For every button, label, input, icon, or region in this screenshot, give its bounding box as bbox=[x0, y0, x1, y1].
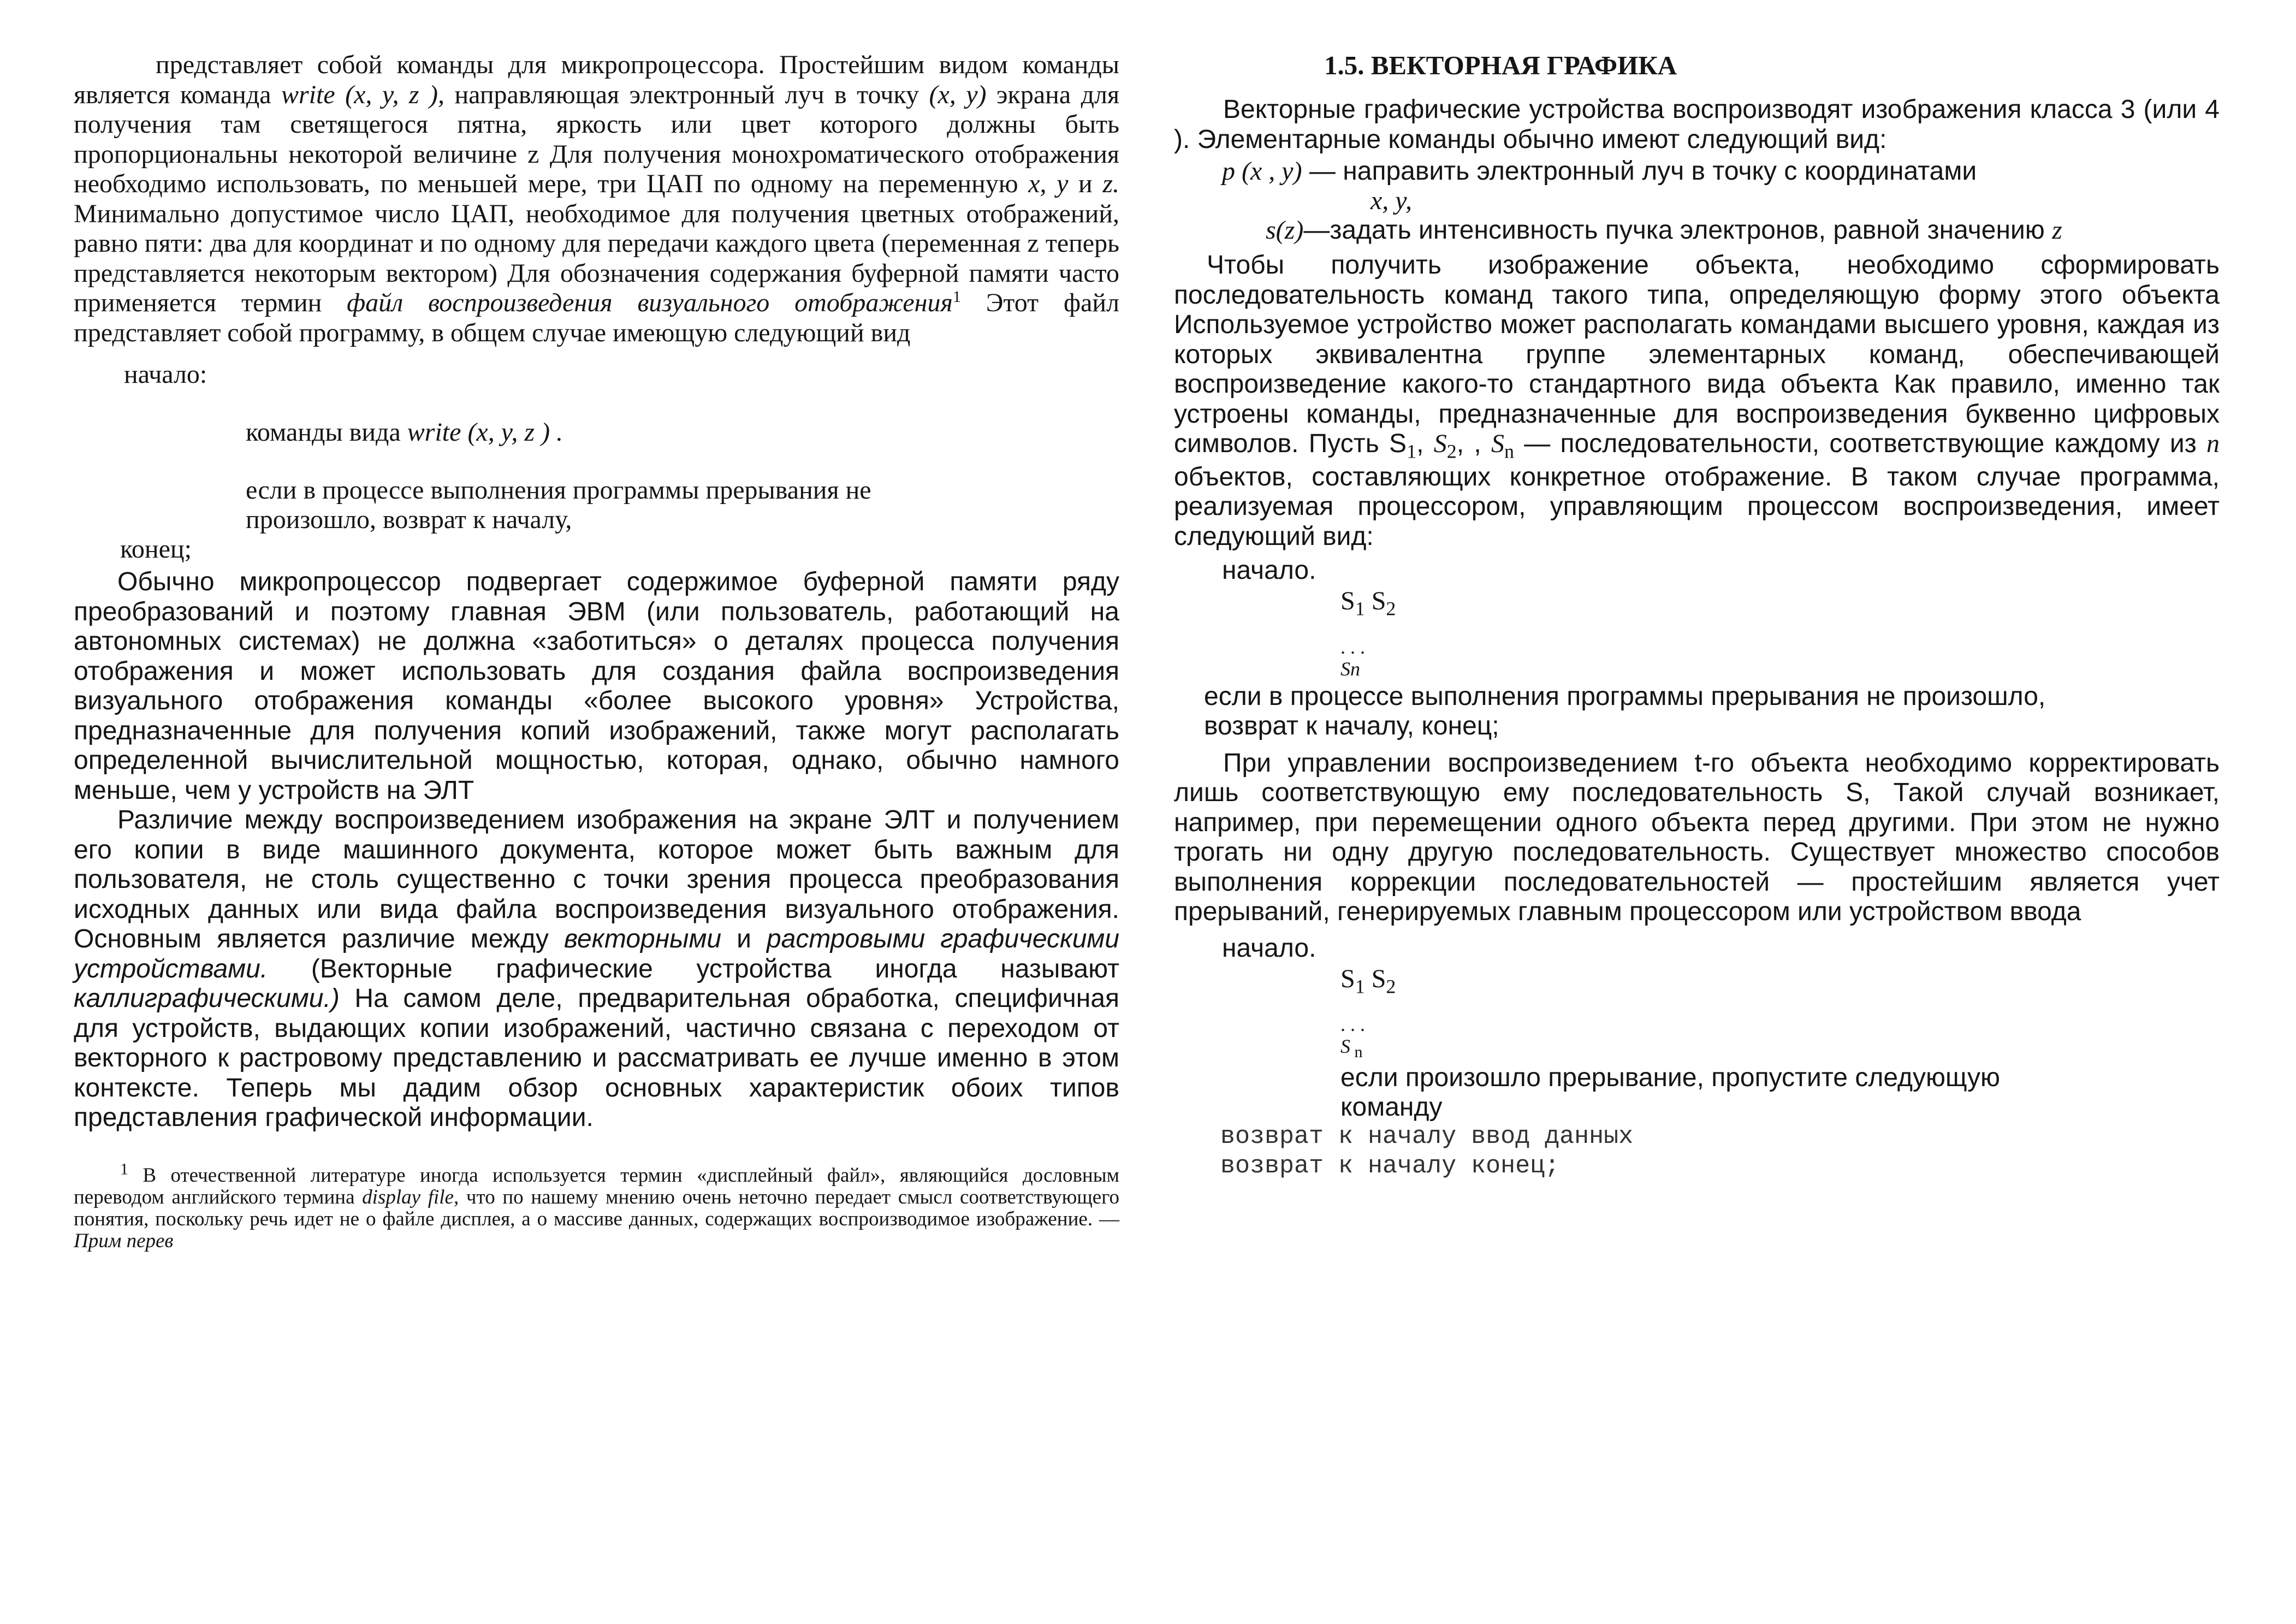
write-command: write (x, y, z ), bbox=[281, 80, 445, 109]
elementary-commands bbox=[1174, 157, 2220, 245]
command-p: p (x , y) — направить электронный луч в точку с координатами bbox=[1222, 157, 1977, 186]
listing-if-line1: если в процессе выполнения программы прерывания не произошло, bbox=[1204, 681, 2046, 711]
listing-s1-s2: $S_1$ $S_2$ bbox=[1340, 586, 1396, 620]
program-listing-left bbox=[74, 360, 1119, 564]
listing-s1-s2: $S_1$ $S_2$ bbox=[1340, 964, 1396, 998]
listing-if-line2: возврат к началу, конец; bbox=[1204, 711, 1499, 740]
listing-commands: команды вида write (x, y, z ) . bbox=[246, 418, 563, 447]
paragraph-object-correction: При управлении воспроизведением t-го объекта необходимо корректировать лишь соответствующую ему последовательность S, Такой случай возникает, например, при перемещении одного объекта перед другими. При этом не нужно трогать ни одну другую последовательность. Существует множество способов выполнения коррекции последовательностей — простейшим является учет прерываний, генерируемых главным процессором или устройством ввода bbox=[1174, 748, 2220, 927]
listing-mono-line2: возврат к началу конец; bbox=[1220, 1152, 1560, 1181]
right-page bbox=[1174, 50, 2220, 1181]
paragraph-buffer-commands: представляет собой команды для микропроцессора. Простейшим видом команды является команда write (x, y, z ), направляющая электронный луч в точку (x, y) экрана для получения там светящегося пятна, яркость или цвет которого должны быть пропорциональны некоторой величине z Для получения монохроматического отображения необходимо использовать, по меньшей мере, три ЦАП по одному на переменную x, y и z. Минимально допустимое число ЦАП, необходимое для получения цветных отображений, равно пяти: два для координат и по одному для передачи каждого цвета (переменная z теперь представляется некоторым вектором) Для обозначения содержания буферной памяти часто применяется термин файл воспроизведения визуального отображения$^1$ Этот файл представляет собой программу, в общем случае имеющую следующий вид bbox=[74, 50, 1120, 347]
listing-ellipsis: . . . bbox=[1340, 636, 1365, 658]
left-page bbox=[74, 50, 1119, 1252]
listing-if-line1: если произошло прерывание, пропустите следующую bbox=[1340, 1063, 2001, 1093]
listing-sn: Sn bbox=[1340, 657, 1360, 680]
footnote-ref: 1 bbox=[952, 288, 961, 306]
listing-ellipsis: . . . bbox=[1340, 1013, 1365, 1036]
listing-mono-line1: возврат к началу ввод данных bbox=[1220, 1123, 1634, 1151]
listing-sn: S $_n$ bbox=[1340, 1035, 1363, 1062]
listing-begin: начало. bbox=[1222, 556, 1316, 585]
listing-if-line2: произошло, возврат к началу, bbox=[246, 505, 572, 534]
display-file-term: файл воспроизведения визуального отображения bbox=[347, 288, 953, 317]
program-listing-right-2 bbox=[1174, 934, 2220, 1182]
translator-note: Прим перев bbox=[74, 1229, 174, 1252]
program-listing-right-1 bbox=[1174, 556, 2220, 741]
listing-begin: начало: bbox=[124, 360, 207, 389]
paragraph-crt-vs-copy: Различие между воспроизведением изображения на экране ЭЛТ и получением его копии в виде машинного документа, которое может быть важным для пользователя, не столь существенно с точки зрения процесса преобразования исходных данных или вида файла воспроизведения визуального отображения. Основным является различие между векторными и растровыми графическими устройствами. (Векторные графические устройства иногда называют каллиграфическими.) На самом деле, предварительная обработка, специфичная для устройств, выдающих копии изображений, частично связана с переходом от векторного к растровому представлению и рассматривать ее лучше именно в этом контексте. Теперь мы дадим обзор основных характеристик обоих типов представления графической информации. bbox=[74, 805, 1120, 1132]
listing-end: конец; bbox=[120, 535, 192, 564]
listing-if-line2: команду bbox=[1340, 1093, 1443, 1122]
paragraph-microprocessor: Обычно микропроцессор подвергает содержимое буферной памяти ряду преобразований и поэтому главная ЭВМ (или пользователь, работающий на автономных системах) не должна «заботиться» о деталях процесса получения отображения и может использовать для создания файла воспроизведения визуального отображения команды «более высокого уровня» Устройства, предназначенные для получения копий изображений, также могут располагать определенной вычислительной мощностью, которая, однако, обычно намного меньше, чем у устройств на ЭЛТ bbox=[74, 567, 1119, 805]
command-s: s(z)—задать интенсивность пучка электронов, равной значению z bbox=[1266, 216, 2062, 245]
paragraph-vector-devices: Векторные графические устройства воспроизводят изображения класса 3 (или 4 ). Элементарные команды обычно имеют следующий вид: bbox=[1174, 95, 2220, 154]
listing-if-line1: если в процессе выполнения программы прерывания не bbox=[246, 476, 871, 505]
paragraph-object-image: Чтобы получить изображение объекта, необходимо сформировать последовательность команд такого типа, определяющую форму этого объекта Используемое устройство может располагать командами высшего уровня, каждая из которых эквивалентна группе элементарных команд, обеспечивающей воспроизведение какого-то стандартного вида объекта Как правило, именно так устроены команды, предназначенные для воспроизведения буквенно цифровых символов. Пусть $S_1$, $S_2$, , $S_n$ — последовательности, соответствующие каждому из n объектов, составляющих конкретное отображение. В таком случае программа, реализуемая процессором, управляющим процессом воспроизведения, имеет следующий вид: bbox=[1174, 251, 2220, 551]
footnote: $^1$ В отечественной литературе иногда используется термин «дисплейный файл», являющийся дословным переводом английского термина display file, что по нашему мнению очень неточно передает смысл соответствующего понятия, поскольку речь идет не о файле дисплея, а о массиве данных, содержащих воспроизводимое изображение. — Прим перев bbox=[74, 1160, 1119, 1252]
listing-begin: начало. bbox=[1222, 933, 1316, 963]
section-title: 1.5. ВЕКТОРНАЯ ГРАФИКА bbox=[1324, 50, 1677, 80]
command-p-coords: x, y, bbox=[1371, 186, 1412, 215]
